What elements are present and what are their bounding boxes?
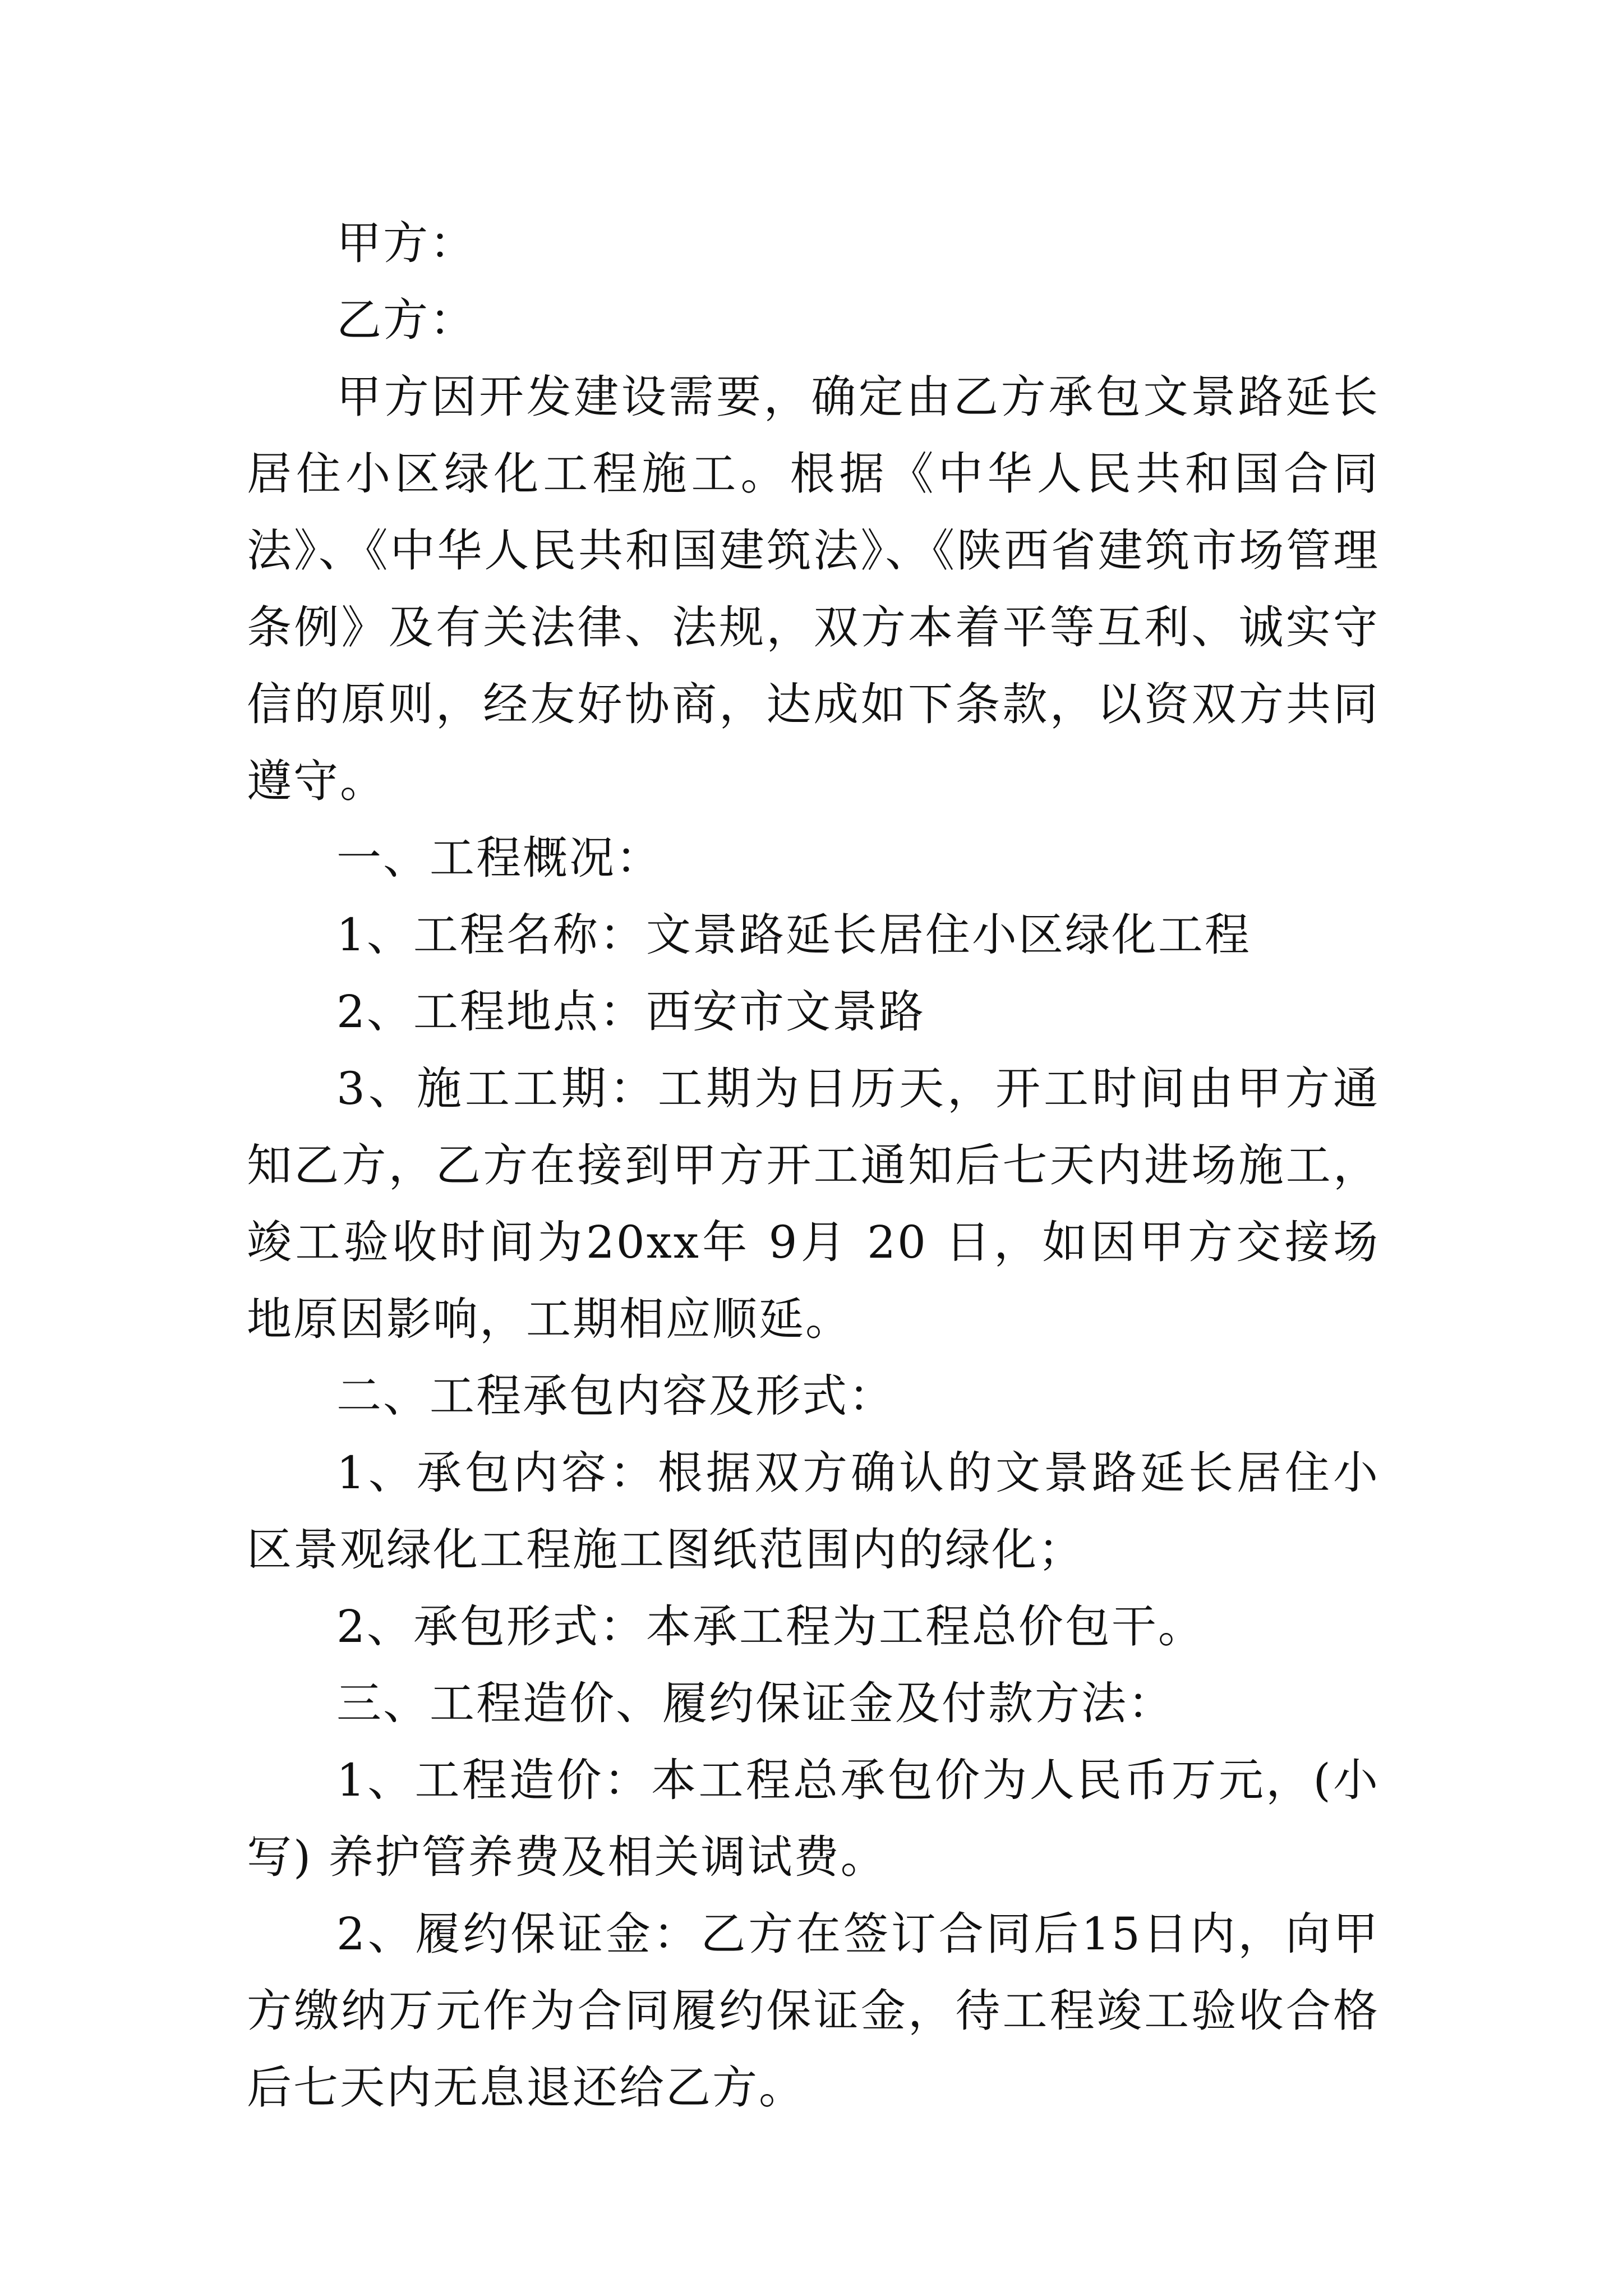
clause-performance-bond: 2、履约保证金：乙方在签订合同后15日内，向甲方缴纳万元作为合同履约保证金，待工程竣工验收合格后七天内无息退还给乙方。 xyxy=(247,1908,1380,2114)
clause-project-location: 2、工程地点：西安市文景路 xyxy=(336,986,925,1038)
section-heading-cost: 三、工程造价、履约保证金及付款方法： xyxy=(336,1677,1174,1729)
clause-project-name: 1、工程名称：文景路延长居住小区绿化工程 xyxy=(336,909,1251,961)
section-heading-overview: 一、工程概况： xyxy=(336,832,662,884)
document-body xyxy=(247,205,1380,2126)
clause-scope-content: 1、承包内容：根据双方确认的文景路延长居住小区景观绿化工程施工图纸范围内的绿化； xyxy=(247,1447,1380,1576)
clause-construction-period: 3、施工工期：工期为日历天，开工时间由甲方通知乙方，乙方在接到甲方开工通知后七天内进场施工，竣工验收时间为20xx年 9月 20 日，如因甲方交接场地原因影响，工期相应顺延。 xyxy=(247,1062,1380,1345)
preamble-paragraph: 甲方因开发建设需要，确定由乙方承包文景路延长居住小区绿化工程施工。根据《中华人民共和国合同法》、《中华人民共和国建筑法》、《陕西省建筑市场管理条例》及有关法律、法规，双方本着平等互利、诚实守信的原则，经友好协商，达成如下条款，以资双方共同遵守。 xyxy=(247,371,1380,807)
clause-project-cost: 1、工程造价：本工程总承包价为人民币万元，(小写) 养护管养费及相关调试费。 xyxy=(247,1754,1380,1883)
section-heading-scope: 二、工程承包内容及形式： xyxy=(336,1370,895,1422)
clause-scope-form: 2、承包形式：本承工程为工程总价包干。 xyxy=(336,1600,1205,1653)
party-a-line: 甲方： xyxy=(336,217,476,269)
party-b-line: 乙方： xyxy=(336,294,476,346)
